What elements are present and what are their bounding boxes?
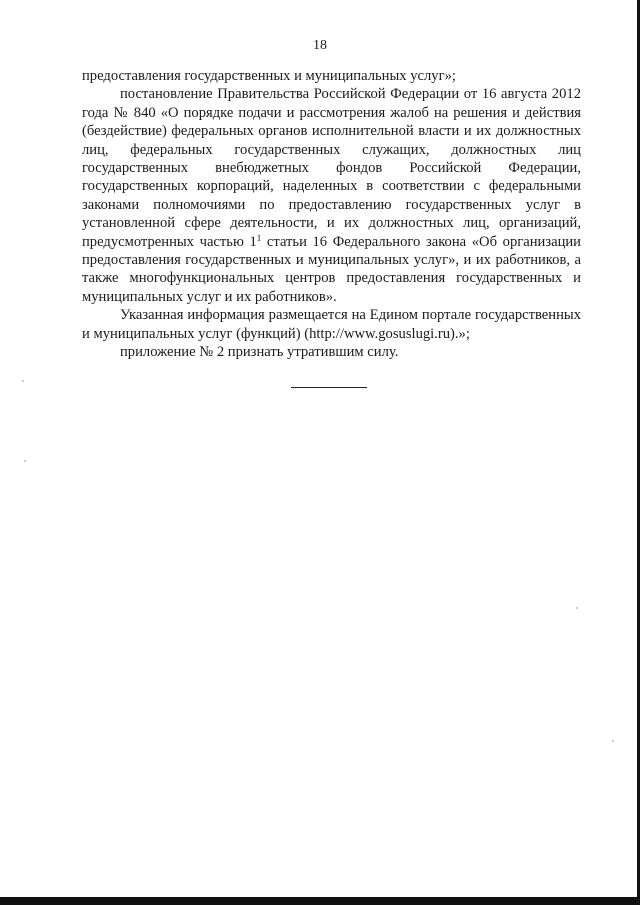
paragraph-resolution-840-text-b: статьи 16 Федерального закона «Об организации предоставления государственных и муниципальных услуг», и их работников, а также многофункциональных центров предоставления государственных и муниципальных услуг и их работников». (82, 233, 581, 305)
separator-line (291, 387, 367, 388)
paragraph-portal-info: Указанная информация размещается на Едином портале государственных и муниципальных услуг (функций) (http://www.gosuslugi.ru).»; (82, 307, 581, 342)
paragraph-appendix-2: приложение № 2 признать утратившим силу. (120, 344, 399, 361)
paragraph-resolution-840-text-a: постановление Правительства Российской Федерации от 16 августа 2012 года № 840 «О порядке подачи и рассмотрения жалоб на решения и действия (бездействие) федеральных органов исполнительной власти и их должностных лиц, федеральных государственных служащих, должностных лиц государственных внебюджетных фондов Российской Федерации, государственных корпораций, наделенных в соответствии с федеральными законами полномочиями по предоставлению государственных услуг в установленной сфере деятельности, и их должностных лиц, организаций, предусмотренных частью 1 (82, 86, 581, 250)
scan-speck (576, 607, 578, 609)
paragraph-resolution-840 (82, 85, 581, 306)
body-text (82, 67, 581, 362)
scan-speck (612, 740, 614, 742)
scan-speck (22, 380, 24, 382)
page-number: 18 (313, 38, 327, 53)
superscript-1: 1 (256, 232, 262, 243)
scan-bottom-edge (0, 897, 640, 905)
scan-speck (24, 460, 26, 462)
paragraph-continuation: предоставления государственных и муниципальных услуг»; (82, 68, 456, 84)
